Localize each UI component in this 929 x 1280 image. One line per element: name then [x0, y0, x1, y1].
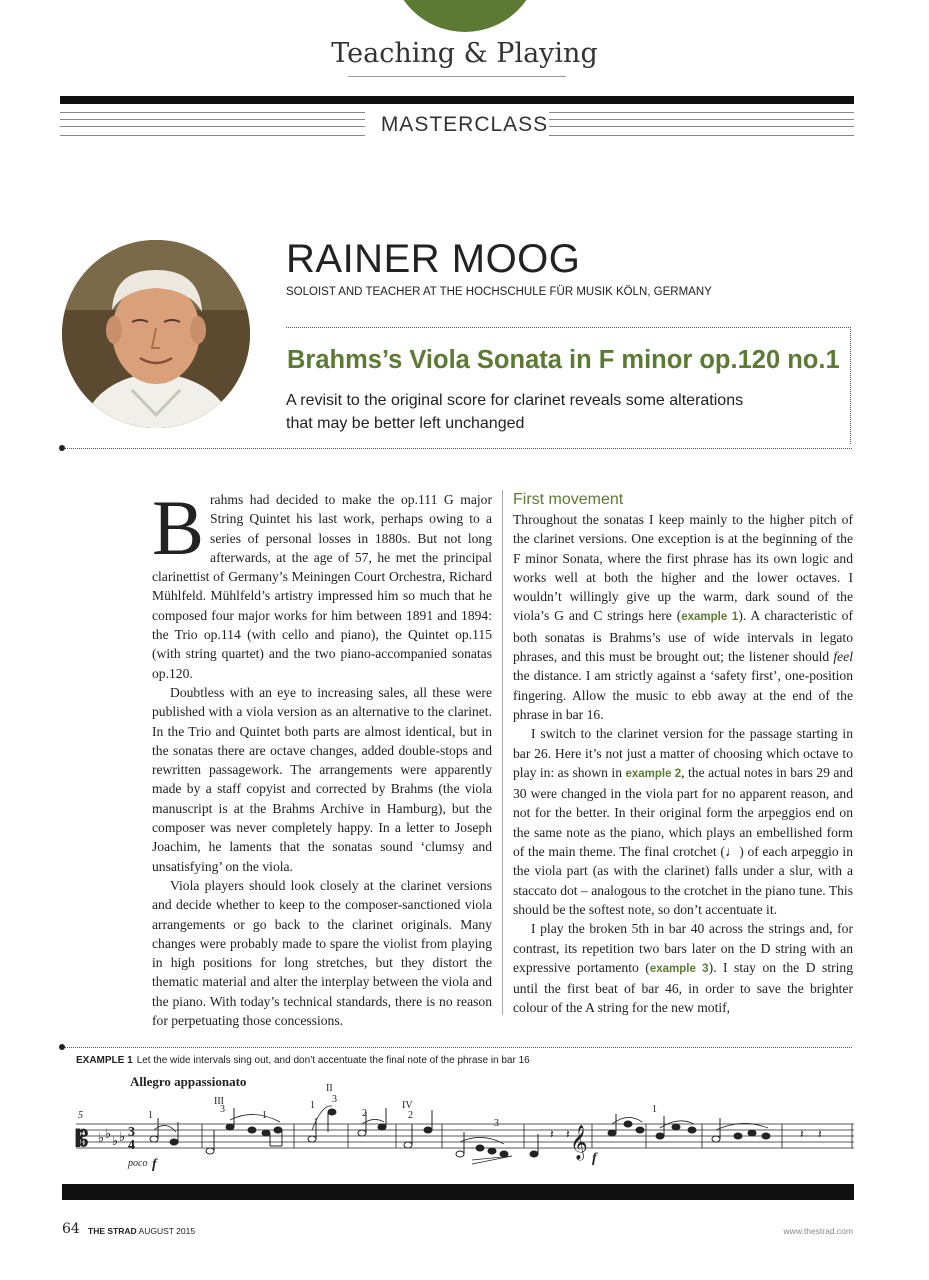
tempo-marking: Allegro appassionato [130, 1074, 247, 1089]
paragraph-text: I switch to the clarinet version for the passage starting in bar 26. Here it’s not just a matter of choosing which octave to play in: as shown in [513, 726, 853, 780]
string-marking: II [326, 1083, 333, 1094]
note [404, 1142, 412, 1148]
article-column-left [152, 484, 492, 1030]
note [636, 1127, 644, 1133]
flat-icon: ♭ [98, 1131, 105, 1146]
note [608, 1130, 616, 1136]
note [308, 1136, 316, 1142]
footer-rule [62, 1184, 854, 1200]
example-3-link[interactable]: example 3 [649, 962, 709, 975]
author-name: RAINER MOOG [286, 237, 581, 281]
header-rule [60, 96, 854, 104]
note [762, 1133, 770, 1139]
note [656, 1133, 664, 1139]
author-portrait-illustration [62, 240, 250, 428]
paragraph: Doubtless with an eye to increasing sales, all these were published with a viola version as an alternative to the clarinet. In the Trio and Quintet both parts are almost identical, but in the sonatas there are octave changes, added double-stops and rewritten passagework. The arrangements were apparently made by a staff copyist and corrected by Brahms (the viola manuscript is at the Brahms Archive in Hamburg), but the composer was never completely happy. In a letter to Joseph Joachim, he laments that the sonatas sound ‘clumsy and unsatisfying’ on the viola. [152, 684, 492, 874]
note [150, 1136, 158, 1142]
page-number: 64 [62, 1221, 80, 1237]
article-headline: Brahms’s Viola Sonata in F minor op.120 no.1 [287, 346, 840, 374]
time-signature-bottom: 4 [128, 1138, 135, 1153]
fingering: 1 [652, 1104, 657, 1115]
note [274, 1127, 282, 1133]
fingering: 2 [362, 1108, 367, 1119]
note [624, 1121, 632, 1127]
note [530, 1151, 538, 1157]
note [262, 1130, 270, 1136]
example-caption-text: Let the wide intervals sing out, and don’t accentuate the final note of the phrase in bar 16 [136, 1055, 530, 1066]
column-separator [502, 490, 503, 1015]
example-label: EXAMPLE 1 [76, 1055, 133, 1066]
fingering: 3 [332, 1094, 337, 1105]
fingering: 3 [220, 1104, 225, 1115]
rest-icon: 𝄽 [566, 1127, 570, 1141]
example-1-link[interactable]: example 1 [681, 611, 739, 624]
string-marking: IV [402, 1100, 413, 1111]
flat-icon: ♭ [119, 1130, 126, 1145]
divider-example-dot [59, 1044, 65, 1050]
paragraph-text: ). I stay on the D string until the first beat of bar 46, in order to save the brighter colour of the A string for the new motif, [513, 959, 853, 1016]
music-example-1 [62, 1072, 854, 1177]
note [476, 1145, 484, 1151]
note [206, 1148, 214, 1154]
paragraph-text: Throughout the sonatas I keep mainly to the higher pitch of the clarinet versions. One exception is at the beginning of the F minor Sonata, where the first phrase has its own logic and works well at both the higher and the lower octaves. I wouldn’t willingly give up the warm, dark sound of the viola’s G and C strings here ( [513, 512, 853, 624]
divider-top [62, 448, 852, 449]
note [672, 1124, 680, 1130]
footer-url[interactable]: www.thestrad.com [783, 1226, 853, 1236]
fingering: 1 [148, 1110, 153, 1121]
divider-example [62, 1047, 852, 1048]
author-photo [62, 240, 250, 428]
note [424, 1127, 432, 1133]
paragraph [152, 484, 492, 683]
string-marking: III [214, 1096, 224, 1107]
note [748, 1130, 756, 1136]
series-title: MASTERCLASS [380, 113, 549, 136]
paragraph [513, 919, 853, 1017]
fingering: 1 [310, 1100, 315, 1111]
paragraph-text: rahms had decided to make the op.111 G major String Quintet his last work, perhaps owing to a series of personal losses in 1880s. But not long afterwards, at the age of 57, he met the principal clarinettist of Germany’s Meiningen Court Orchestra, Richard Mühlfeld. Mühlfeld’s artistry impressed him so much that he composed four major works for him between 1891 and 1894: the Trio op.114 (with cello and piano), the Quintet op.115 (with string quartet) and the two piano-accompanied sonatas op.120. [152, 492, 492, 681]
note [378, 1124, 386, 1130]
note [170, 1139, 178, 1145]
article-standfirst: A revisit to the original score for clarinet reveals some alterations that may be better left unchanged [286, 392, 744, 432]
dropcap: B [152, 484, 205, 571]
note [688, 1127, 696, 1133]
bar-number: 5 [78, 1110, 83, 1121]
note [456, 1151, 464, 1157]
paragraph-text: , the actual notes in bars 29 and 30 were changed in the viola part for no apparent reason, and not for the better. In their original form the arpeggios end on the same note as the piano, which plays an embellished form of the main theme. The final crotchet (♩) of each arpeggio in the viola part (as with the clarinet) falls under a slur, with a staccato dot – analogous to the crotchet in the piano tune. This should be the softest note, so don’t accentuate it. [513, 764, 853, 917]
fingering: 1 [262, 1110, 267, 1121]
emphasis: feel [833, 649, 853, 665]
paragraph [513, 510, 853, 724]
treble-clef-icon: 𝄞 [570, 1125, 588, 1160]
note [226, 1124, 234, 1130]
issue-date: AUGUST 2015 [138, 1226, 196, 1236]
rest-icon: 𝄽 [550, 1127, 554, 1141]
dynamic-marking: poco [128, 1158, 148, 1169]
fingering: 3 [494, 1118, 499, 1129]
flat-icon: ♭ [112, 1134, 119, 1149]
author-role: SOLOIST AND TEACHER AT THE HOCHSCHULE FÜR MUSIK KÖLN, GERMANY [286, 286, 712, 298]
example-caption [76, 1055, 530, 1066]
section-title: Teaching & Playing [331, 38, 598, 69]
paragraph [513, 724, 853, 919]
dynamic-marking: f [592, 1151, 597, 1166]
subheading: First movement [513, 491, 624, 508]
divider-top-dot [59, 445, 65, 451]
paragraph-text: I play the broken 5th in bar 40 across the strings and, for contrast, its repetition two bars later on the D string with an expressive portamento ( [513, 921, 853, 975]
time-signature-top: 3 [128, 1125, 135, 1140]
paragraph-text: the distance. I am strictly against a ‘safety first’, one-position fingering. Allow the music to ebb away at the end of the phrase in bar 16. [513, 668, 853, 722]
section-badge [390, 0, 540, 32]
note [734, 1133, 742, 1139]
fingering: 2 [408, 1110, 413, 1121]
article-column-right [513, 490, 853, 1018]
note [248, 1127, 256, 1133]
example-2-link[interactable]: example 2 [625, 767, 682, 780]
footer-magazine [88, 1226, 195, 1236]
rest-icon: 𝄽 [818, 1127, 822, 1141]
note [328, 1109, 336, 1115]
rest-icon: 𝄽 [800, 1127, 804, 1141]
magazine-name: THE STRAD [88, 1226, 137, 1236]
paragraph: Viola players should look closely at the clarinet versions and decide whether to keep to the composer-sanctioned viola arrangements or go back to the clarinet originals. Many changes were probably made to spare the violist from playing in high positions for long stretches, but they distort the thematic material and alter the interplay between the viola and the piano. With today’s technical standards, there is no reason for perpetuating those concessions. [152, 877, 492, 1029]
flat-icon: ♭ [105, 1127, 112, 1142]
section-underline [348, 76, 566, 77]
alto-clef-icon: 𝄡 [76, 1126, 89, 1152]
note [500, 1151, 508, 1157]
dynamic-marking: f [152, 1157, 157, 1172]
note [712, 1136, 720, 1142]
paragraph-text: ). A characteristic of both sonatas is Brahms’s use of wide intervals in legato phrases, and this must be brought out; the listener should [513, 608, 853, 665]
note [358, 1130, 366, 1136]
note [488, 1148, 496, 1154]
